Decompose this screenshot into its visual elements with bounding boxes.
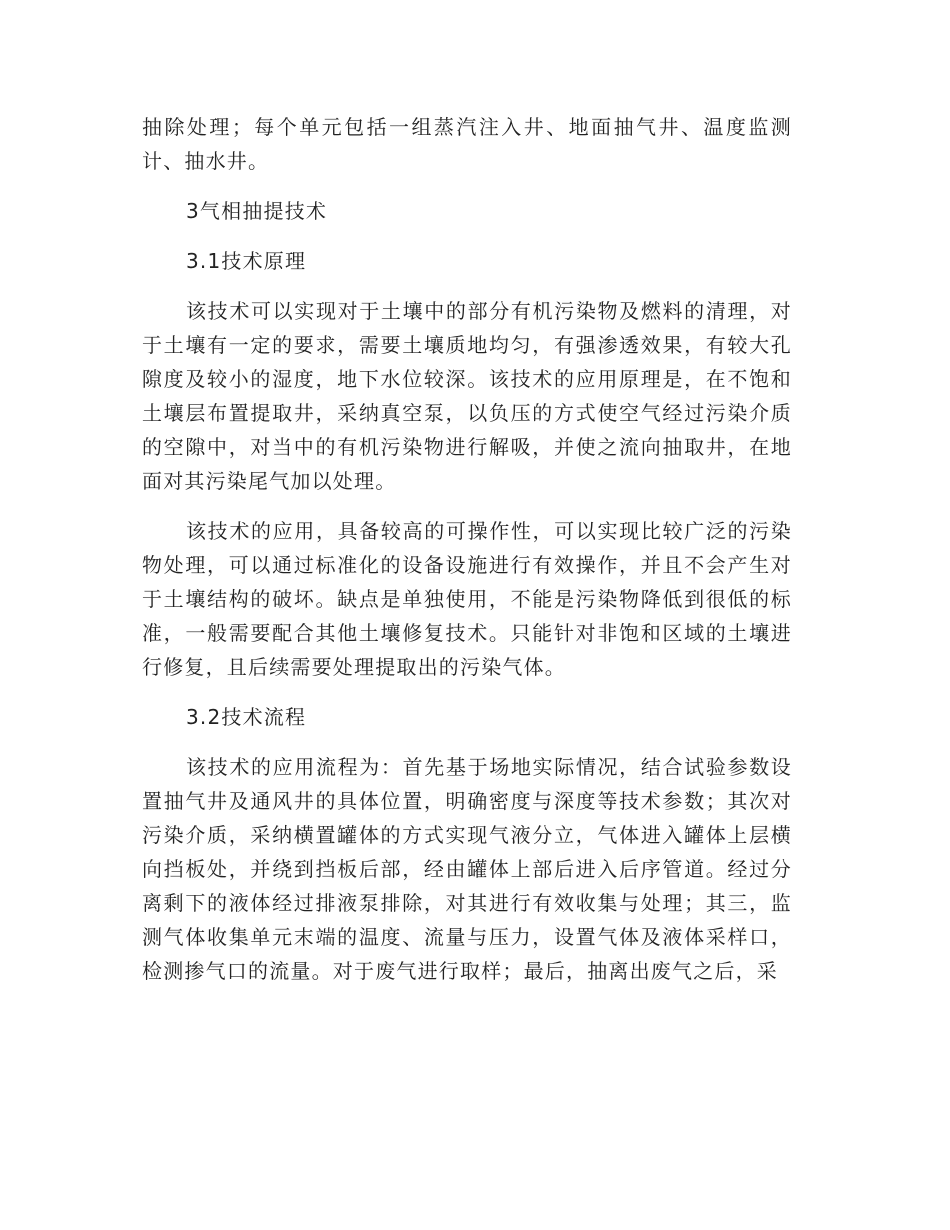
paragraph-process: 该技术的应用流程为：首先基于场地实际情况，结合试验参数设置抽气井及通风井的具体位置，明确密度与深度等技术参数；其次对污染介质，采纳横置罐体的方式实现气液分立，气体进入罐体上层横向挡板处，并绕到挡板后部，经由罐体上部后进入后序管道。经过分离剩下的液体经过排液泵排除，对其进行有效收集与处理；其三，监测气体收集单元末端的温度、流量与压力，设置气体及液体采样口，检测掺气口的流量。对于废气进行取样；最后，抽离出废气之后，采 xyxy=(142,755,792,983)
spacer xyxy=(142,734,792,750)
spacer xyxy=(142,498,792,514)
subsection-heading-3-1: 3.1技术原理 xyxy=(186,249,307,273)
subsection-heading-3-2: 3.2技术流程 xyxy=(186,705,307,729)
spacer xyxy=(142,278,792,294)
spacer xyxy=(142,178,792,194)
paragraph-advantages: 该技术的应用，具备较高的可操作性，可以实现比较广泛的污染物处理，可以通过标准化的设备设施进行有效操作，并且不会产生对于土壤结构的破坏。缺点是单独使用，不能是污染物降低到很低的标准，一般需要配合其他土壤修复技术。只能针对非饱和区域的土壤进行修复，且后续需要处理提取出的污染气体。 xyxy=(142,519,792,679)
paragraph-continued: 抽除处理；每个单元包括一组蒸汽注入井、地面抽气井、温度监测计、抽水井。 xyxy=(142,115,792,173)
section-heading-3: 3气相抽提技术 xyxy=(186,199,328,223)
spacer xyxy=(142,228,792,244)
document-page xyxy=(142,110,792,988)
spacer xyxy=(142,684,792,700)
paragraph-principle: 该技术可以实现对于土壤中的部分有机污染物及燃料的清理，对于土壤有一定的要求，需要土壤质地均匀，有强渗透效果，有较大孔隙度及较小的湿度，地下水位较深。该技术的应用原理是，在不饱和土壤层布置提取井，采纳真空泵，以负压的方式使空气经过污染介质的空隙中，对当中的有机污染物进行解吸，并使之流向抽取井，在地面对其污染尾气加以处理。 xyxy=(142,299,792,493)
